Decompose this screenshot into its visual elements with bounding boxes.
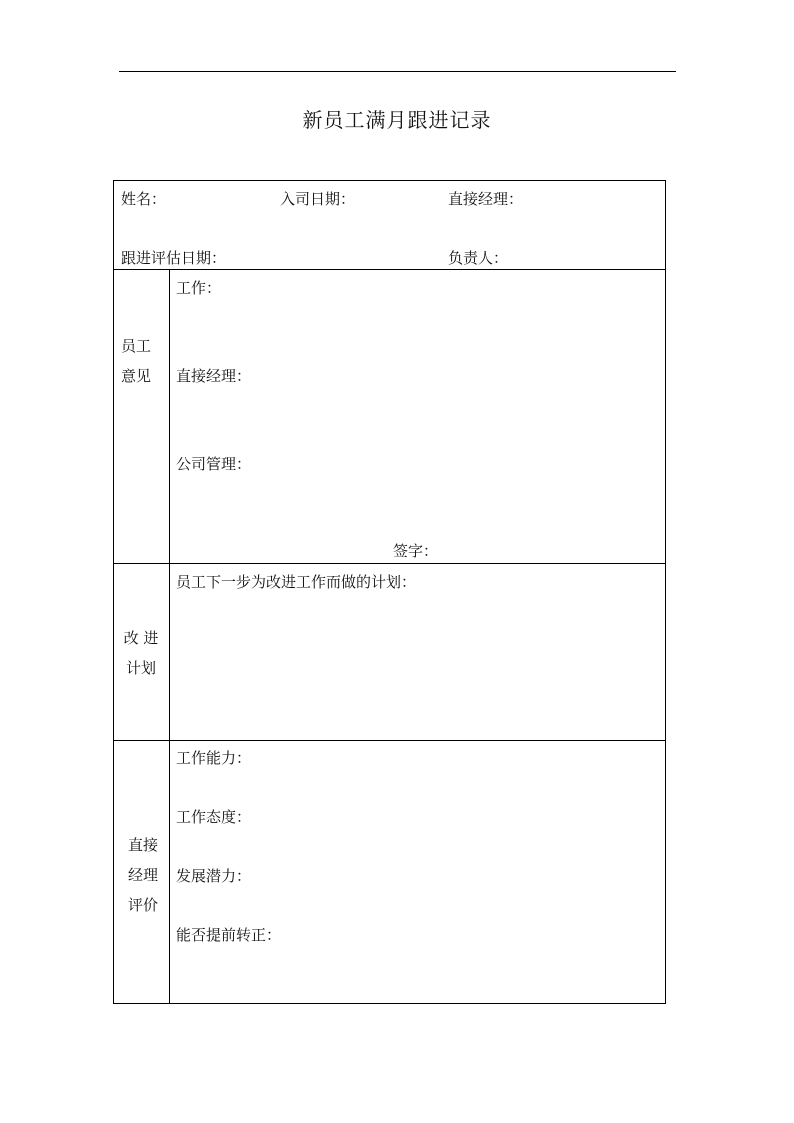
section-label-line: 计划: [125, 659, 156, 677]
column-divider: [169, 270, 170, 563]
section-label-line: 改 进: [123, 629, 159, 647]
hire-date-label: 入司日期：: [280, 190, 356, 208]
section-label-line: 评价: [127, 896, 158, 914]
early-confirmation-label: 能否提前转正：: [176, 926, 282, 944]
manager-opinion-label: 直接经理：: [176, 367, 252, 385]
section-label-line: 经理: [127, 866, 158, 884]
direct-manager-label: 直接经理：: [448, 190, 524, 208]
manager-evaluation-row: [114, 740, 665, 1003]
work-attitude-label: 工作态度：: [176, 808, 252, 826]
employee-opinion-section-label: [114, 331, 158, 391]
improvement-plan-prompt: 员工下一步为改进工作而做的计划：: [176, 573, 417, 591]
followup-form-table: [113, 180, 666, 1004]
section-label-line: 直接: [127, 836, 158, 854]
improvement-plan-row: [114, 563, 665, 740]
signature-label: 签字：: [393, 542, 439, 560]
work-opinion-label: 工作：: [176, 279, 222, 297]
followup-date-label: 跟进评估日期：: [121, 249, 227, 267]
work-ability-label: 工作能力：: [176, 749, 252, 767]
company-management-label: 公司管理：: [176, 455, 252, 473]
name-label: 姓名：: [121, 190, 167, 208]
manager-evaluation-section-label: [119, 830, 167, 920]
owner-label: 负责人：: [448, 249, 509, 267]
section-label-line: 意见: [120, 367, 151, 385]
info-row: [114, 181, 665, 269]
improvement-plan-section-label: [117, 623, 165, 683]
page-title: 新员工满月跟进记录: [302, 108, 492, 132]
header-rule: [119, 71, 676, 72]
employee-opinion-row: [114, 269, 665, 563]
column-divider: [169, 564, 170, 740]
column-divider: [169, 741, 170, 1004]
section-label-line: 员工: [120, 337, 151, 355]
development-potential-label: 发展潜力：: [176, 867, 252, 885]
